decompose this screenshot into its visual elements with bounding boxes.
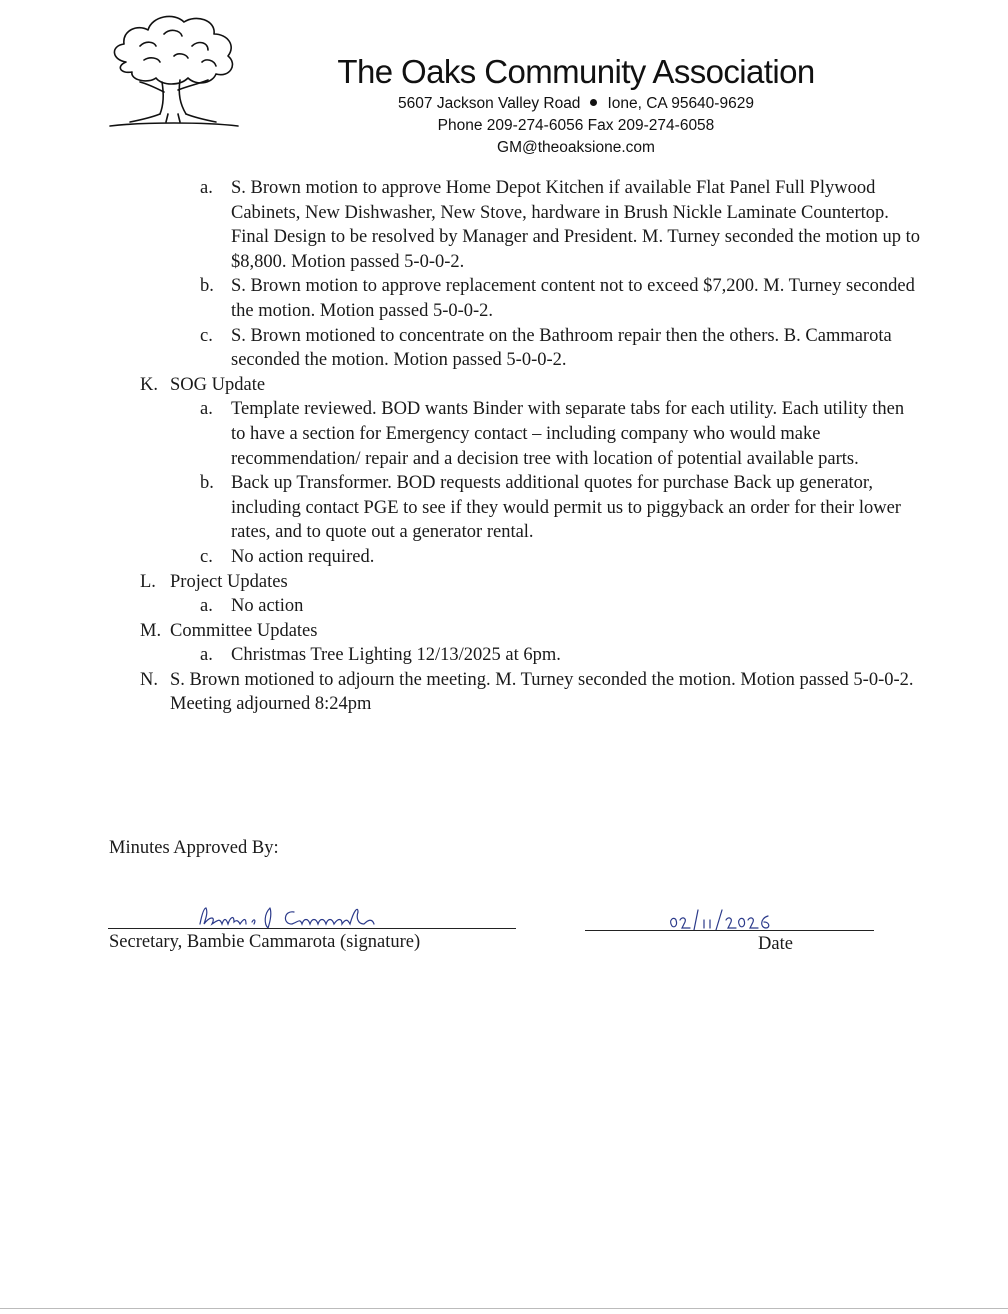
minutes-item — [140, 570, 920, 595]
item-text: Template reviewed. BOD wants Binder with separate tabs for each utility. Each utility then to have a section for Emergency contact – including company who would make recommendation/ repair and a decision tree with location of potential available parts. — [231, 399, 905, 469]
item-text: S. Brown motioned to adjourn the meeting. M. Turney seconded the motion. Motion passed 5-0-0-2. — [170, 669, 914, 690]
address-street: 5607 Jackson Valley Road — [398, 95, 581, 112]
minutes-subitem — [200, 176, 921, 274]
item-marker: a. — [200, 178, 213, 198]
organization-phone-fax: Phone 209-274-6056 Fax 209-274-6058 — [437, 117, 715, 134]
item-text: S. Brown motion to approve Home Depot Kitchen if available Flat Panel Full Plywood Cabinets, New Dishwasher, New Stove, hardware in Brush Nickle Laminate Countertop. Final Design to be resolved by Manager and President. M. Turney seconded the motion up to $8,800. Motion passed 5-0-0-2. — [231, 178, 921, 272]
item-marker: a. — [200, 645, 213, 666]
organization-email: GM@theoaksione.com — [497, 139, 655, 156]
item-marker: c. — [200, 546, 213, 567]
minutes-approved-label: Minutes Approved By: — [109, 838, 279, 858]
item-text: Christmas Tree Lighting 12/13/2025 at 6pm. — [231, 645, 561, 666]
minutes-item — [140, 619, 920, 644]
item-text: Committee Updates — [170, 620, 318, 641]
oak-tree-logo — [104, 10, 246, 132]
minutes-subitem — [200, 594, 921, 619]
item-text: Meeting adjourned 8:24pm — [170, 694, 372, 715]
page-bottom-edge — [0, 1308, 1008, 1309]
item-marker: M. — [140, 620, 162, 641]
minutes-item — [140, 668, 920, 693]
item-text: S. Brown motion to approve replacement content not to exceed $7,200. M. Turney seconded the motion. Motion passed 5-0-0-2. — [231, 276, 915, 321]
item-marker: a. — [200, 596, 213, 617]
item-marker: b. — [200, 473, 214, 494]
organization-address — [330, 94, 822, 114]
item-text: Project Updates — [170, 571, 288, 592]
minutes-subitem — [200, 324, 921, 373]
minutes-subitem — [200, 643, 921, 668]
organization-name: The Oaks Community Association — [337, 53, 815, 90]
secretary-signature — [198, 902, 398, 930]
signer-caption: Secretary, Bambie Cammarota (signature) — [109, 932, 421, 952]
item-marker: L. — [140, 571, 156, 592]
minutes-subitem — [200, 545, 921, 570]
address-city: Ione, CA 95640-9629 — [607, 95, 754, 112]
bullet-dot-icon — [590, 99, 597, 106]
minutes-subitem — [200, 274, 921, 323]
date-caption: Date — [758, 934, 793, 954]
item-marker: b. — [200, 276, 214, 297]
item-text: No action required. — [231, 546, 375, 567]
item-marker: a. — [200, 399, 213, 420]
item-text: No action — [231, 596, 304, 617]
minutes-item — [140, 373, 920, 398]
item-text: S. Brown motioned to concentrate on the Bathroom repair then the others. B. Cammarota seconded the motion. Motion passed 5-0-0-2. — [231, 325, 892, 371]
item-marker: N. — [140, 669, 158, 690]
item-marker: K. — [140, 374, 158, 395]
minutes-subitem — [200, 471, 921, 545]
minutes-body — [0, 176, 1008, 717]
minutes-subitem — [200, 397, 921, 471]
item-marker: c. — [200, 325, 213, 346]
signature-line — [108, 928, 516, 929]
date-line — [585, 930, 874, 931]
item-text: SOG Update — [170, 374, 266, 395]
item-text: Back up Transformer. BOD requests additional quotes for purchase Back up generator, including contact PGE to see if they would permit us to piggyback an order for their lower rates, and to quote out a generator rental. — [231, 473, 901, 543]
handwritten-date — [668, 906, 788, 932]
minutes-item — [170, 692, 920, 717]
